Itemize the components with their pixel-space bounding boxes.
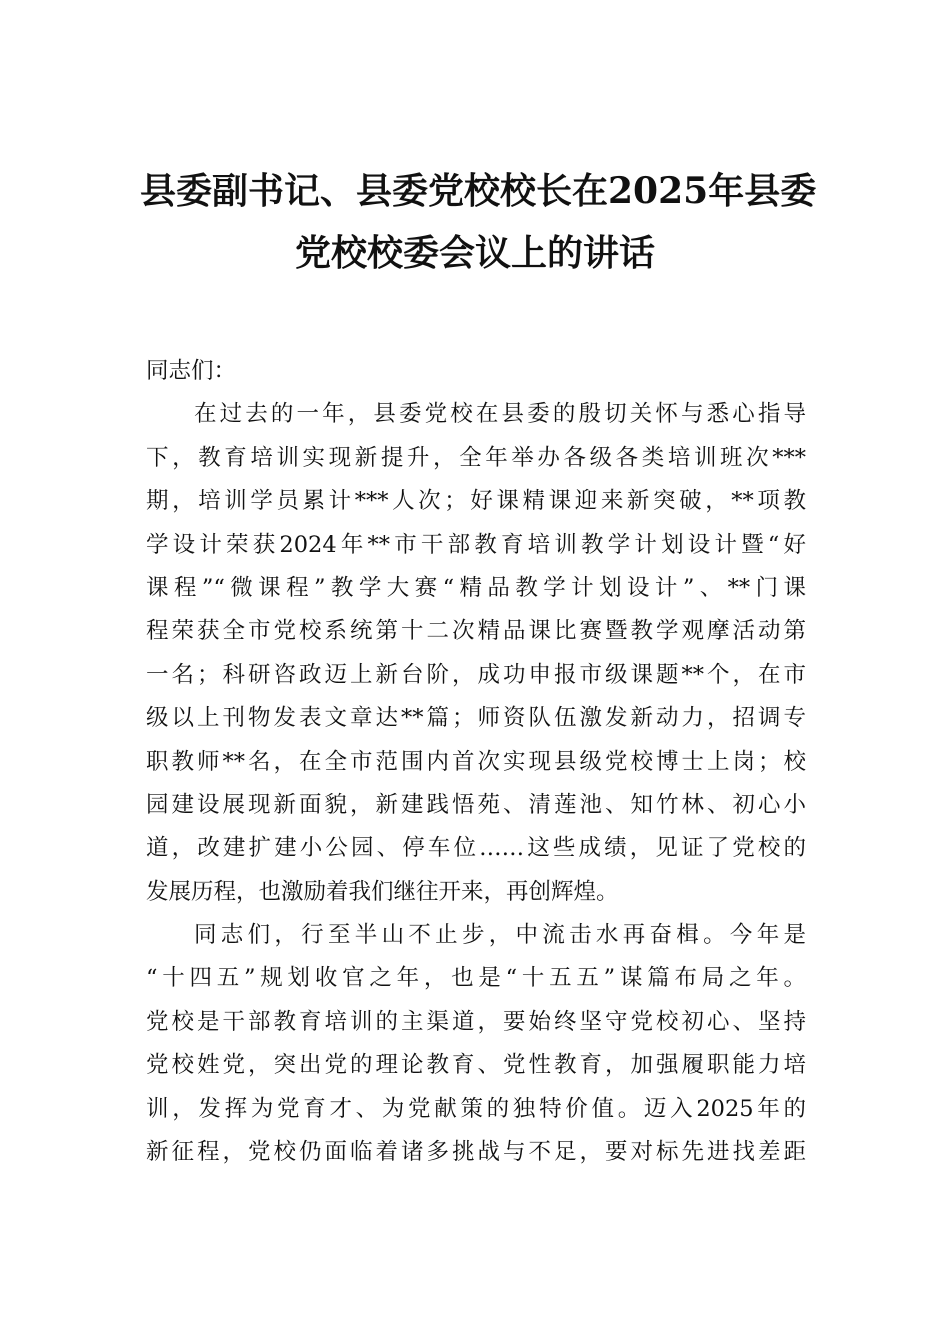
document-body — [146, 350, 806, 1174]
paragraph-1-line: 园建设展现新面貌，新建践悟苑、清莲池、知竹林、初心小 — [146, 791, 806, 818]
paragraph-1-line: 职教师**名，在全市范围内首次实现县级党校博士上岗；校 — [146, 748, 806, 775]
paragraph-1-line: 一名；科研咨政迈上新台阶，成功申报市级课题**个，在市 — [146, 661, 806, 688]
paragraph-1-line: 期，培训学员累计***人次；好课精课迎来新突破，**项教 — [146, 488, 806, 515]
salutation: 同志们： — [146, 358, 237, 384]
paragraph-1-line: 发展历程，也激励着我们继往开来，再创辉煌。 — [146, 878, 619, 905]
paragraph-2-line: 训，发挥为党育才、为党献策的独特价值。迈入2025年的 — [146, 1095, 806, 1122]
paragraph-2-line: 党校姓党，突出党的理论教育、党性教育，加强履职能力培 — [146, 1052, 806, 1079]
paragraph-2-line: 同志们，行至半山不止步，中流击水再奋楫。今年是 — [194, 922, 806, 949]
title-line-1: 县委副书记、县委党校校长在2025年县委 — [140, 170, 817, 212]
paragraph-1-line: 道，改建扩建小公园、停车位……这些成绩，见证了党校的 — [146, 835, 806, 862]
paragraph-1-line: 在过去的一年，县委党校在县委的殷切关怀与悉心指导 — [194, 401, 806, 428]
title-line-2: 党校校委会议上的讲话 — [294, 232, 655, 274]
paragraph-2-line: 党校是干部教育培训的主渠道，要始终坚守党校初心、坚持 — [146, 1008, 806, 1035]
paragraph-1-line: 课程”“微课程”教学大赛“精品教学计划设计”、**门课 — [146, 574, 806, 601]
paragraph-1-line: 程荣获全市党校系统第十二次精品课比赛暨教学观摩活动第 — [146, 618, 806, 645]
paragraph-1-line: 学设计荣获2024年**市干部教育培训教学计划设计暨“好 — [146, 531, 806, 558]
paragraph-2-line: “十四五”规划收官之年，也是“十五五”谋篇布局之年。 — [146, 965, 806, 992]
paragraph-2-line: 新征程，党校仍面临着诸多挑战与不足，要对标先进找差距 — [146, 1139, 806, 1166]
paragraph-1-line: 级以上刊物发表文章达**篇；师资队伍激发新动力，招调专 — [146, 705, 806, 732]
paragraph-1-line: 下，教育培训实现新提升，全年举办各级各类培训班次*** — [146, 444, 806, 471]
document-title — [140, 160, 817, 284]
